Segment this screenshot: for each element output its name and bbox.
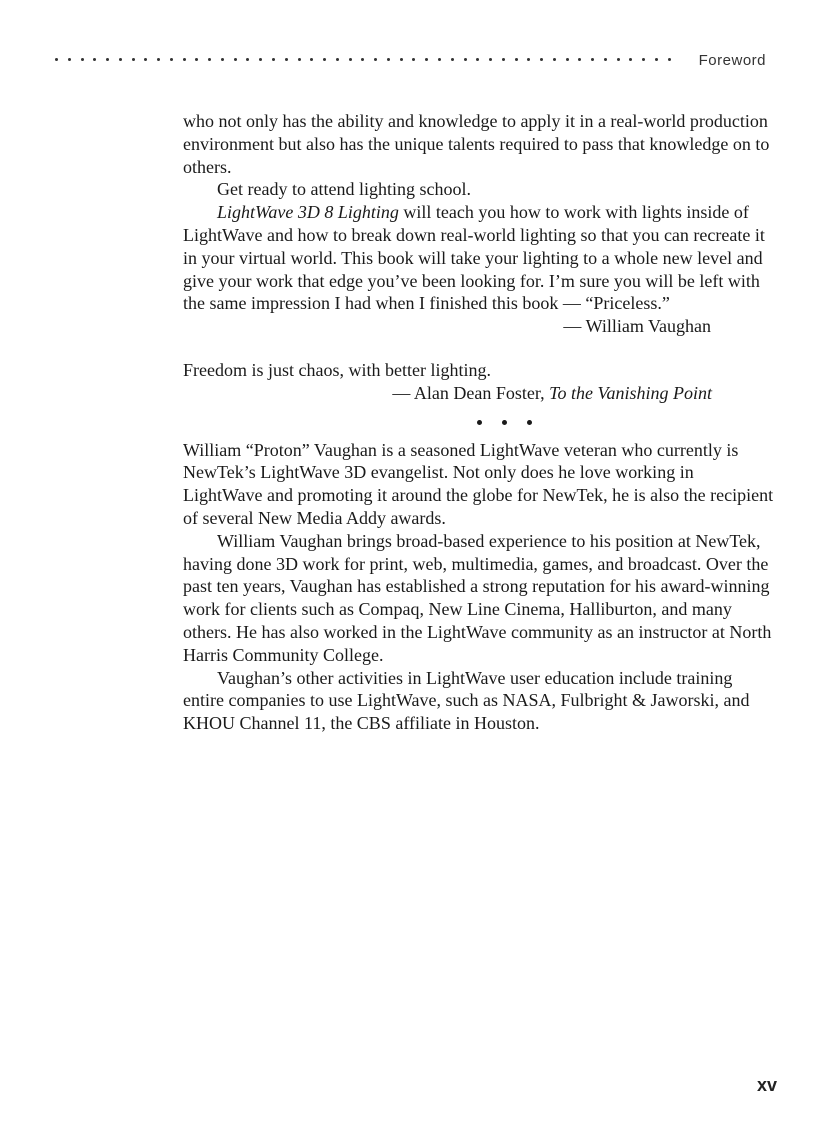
- epigraph-quote: Freedom is just chaos, with better lighting.: [183, 359, 491, 380]
- running-head: Foreword: [698, 52, 766, 69]
- page-body: [183, 110, 775, 735]
- bio-paragraph-2: William Vaughan brings broad-based experience to his position at NewTek, having done 3D work for print, web, multimedia, games, and broadcast. Over the past ten years, Vaughan has established a strong reputation for his award-winning work for clients such as Compaq, New Line Cinema, Halliburton, and many others. He has also worked in the LightWave community as an instructor at North Harris Community College.: [183, 530, 772, 665]
- foreword-paragraph-3-text: will teach you how to work with lights inside of LightWave and how to break down real-world lighting so that you can recreate it in your virtual world. This book will take your lighting to a whole new level and give your work that edge you’ve been looking for. I’m sure you will be left with the same impression I had when I finished this book — “Priceless.”: [183, 202, 765, 314]
- epigraph-title: To the Vanishing Point: [549, 382, 712, 403]
- section-break-ornament: [183, 407, 775, 439]
- foreword-paragraph-3: [183, 201, 775, 315]
- epigraph-author: — Alan Dean Foster,: [392, 382, 550, 403]
- bio-paragraph-1: William “Proton” Vaughan is a seasoned LightWave veteran who currently is NewTek’s LightWave 3D evangelist. Not only does he love working in LightWave and promoting it around the globe for NewTek, he is also the recipient of several New Media Addy awards.: [183, 439, 774, 528]
- book-title: LightWave 3D 8 Lighting: [217, 202, 399, 223]
- epigraph-source: [183, 382, 775, 405]
- page-number: xv: [756, 1075, 777, 1095]
- foreword-paragraph-2: Get ready to attend lighting school.: [217, 179, 471, 200]
- foreword-signature: — William Vaughan: [563, 316, 711, 337]
- bio-paragraph-3: Vaughan’s other activities in LightWave user education include training entire companies to use LightWave, such as NASA, Fulbright & Jaworski, and KHOU Channel 11, the CBS affiliate in Houston.: [183, 667, 750, 734]
- header-dot-leader: [55, 54, 671, 64]
- foreword-paragraph-1: who not only has the ability and knowledge to apply it in a real-world production environment but also has the unique talents required to pass that knowledge on to others.: [183, 111, 770, 177]
